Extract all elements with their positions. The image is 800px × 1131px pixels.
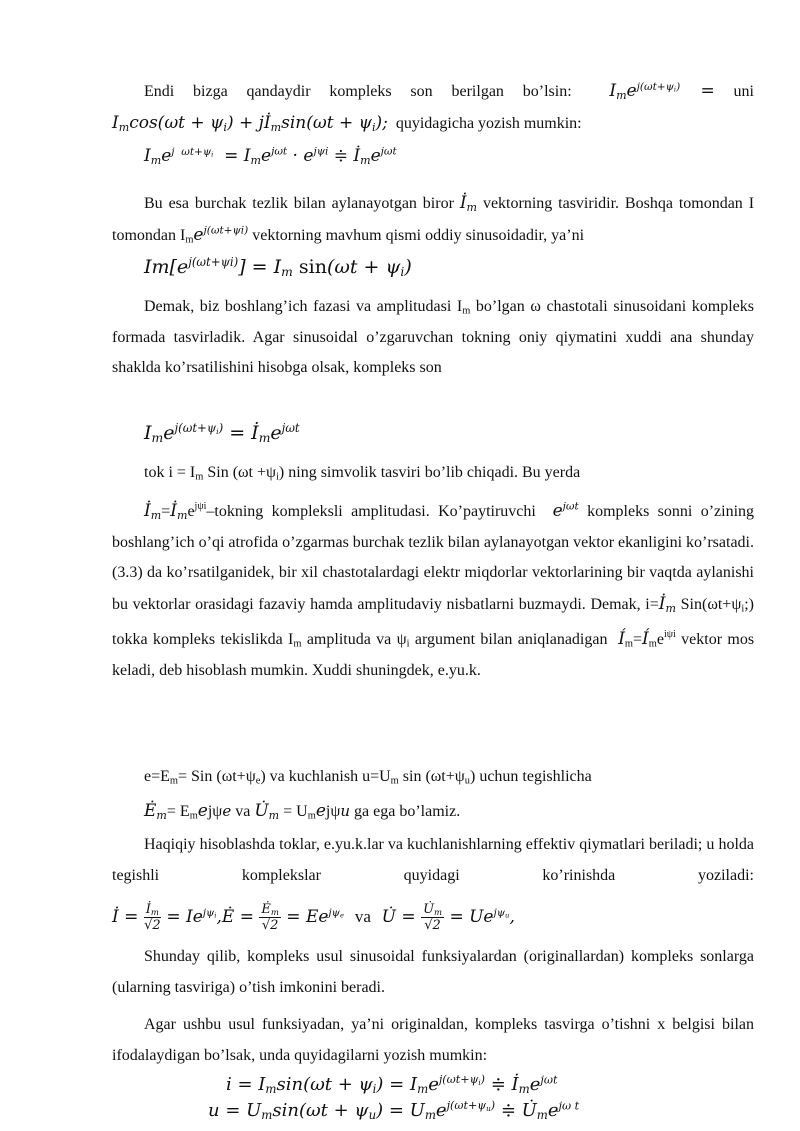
text: Haqiqiy hisoblashda toklar, e.yu.k.lar va kuchlanishlarning effektiv qiymatlari beriladi; u holda tegishli komplekslar quyidagi ko’rinishda yoziladi: <box>112 836 754 884</box>
text: = E <box>166 803 190 820</box>
text: kompleks sonni o’zining boshlang’ich o’qi atrofida o’zgarmas burchak tezlik bilan aylanayotgan vektor ekanligini ko’rsatadi. (3.3) da ko’rsatilganidek, bir xil chastotalardagi elektr miqdorlar vektorlarining bir vaqtda aylanishi bu vektorlar orasidagi fazaviy hamda amplitudaviy nisbatlarni buzmaydi. Demak, i= <box>112 503 755 613</box>
paragraph-10 <box>112 1010 754 1071</box>
equation-3: $I_me^{j(\omega t+\psi_i)}$ = $İ_me^{j\omega t}$ <box>144 420 300 446</box>
formula: $İ_m$ <box>144 501 162 522</box>
text: = U <box>283 803 308 820</box>
paragraph-7: $Ė_m= E_mej\psi e$ va $U̇_m = U_mej\psi u$ ga ega bo’lamiz. <box>144 801 461 822</box>
formula: $I_me^{j(\omega t+\psi_i)}$ = <box>609 80 715 102</box>
paragraph-3: Demak, biz boshlang’ich fazasi va amplitudasi $I_m$ bo’lgan ω chastotali sinusoidani kompleks formada tasvirladik. Agar sinusoidal o’zgaruvchan tokning oniy qiymatini xuddi ana shunday shaklda ko’rsatilishini hisobga olsak, kompleks son <box>112 298 755 377</box>
text: uni <box>733 83 754 100</box>
text: Shunday qilib, kompleks usul sinusoidal funksiyalardan (originallardan) kompleks sonlarga (ularning tasviriga) o’tish imkonini beradi. <box>112 948 754 996</box>
text: ) uchun tegishlicha <box>469 768 592 785</box>
text: ) ning simvolik tasviri bo’lib chiqadi. Bu yerda <box>278 464 581 481</box>
formula: $U̇_m$ <box>254 801 280 822</box>
text: e=E <box>144 768 170 785</box>
equation-1: $I_me^{j \omega t+\psi_i} = I_me^{j\omega t} \cdot e^{j\psi i}$ ≑ $İ_me^{j\omega t}$ <box>144 145 397 167</box>
text: Bu esa burchak tezlik bilan aylanayotgan biror <box>144 195 454 212</box>
equation-5: $i = I_m\sin(\omega t + \psi_i) = I_me^{j(\omega t+\psi_i)}$ ≑ $İ_me^{j\omega t}$ <box>226 1073 558 1096</box>
paragraph-1-line-2 <box>112 108 754 140</box>
paragraph-2-line-2: tomondan $I_me^{j(\omega t+\psi i)}$ vektorning mavhum qismi oddiy sinusoidadir, ya’ni <box>112 224 585 246</box>
equation-2: $Im[e^{j(\omega t+\psi i)}] = I_m$ $\sin(\omega t + \psi_i)$ <box>144 254 412 280</box>
formula: $I_m\cos(\omega t + \psi_i)$ + $jİ_m\sin(\omega t + \psi_i)$; <box>112 113 388 134</box>
text: Sin(ωt+ψ <box>680 595 742 613</box>
formula: $İ_m$ <box>459 193 478 214</box>
text: –tokning kompleksli amplitudasi. Ko’paytiruvchi <box>206 503 536 520</box>
text: ga ega bo’lamiz. <box>354 803 461 820</box>
text: quyidagicha yozish mumkin: <box>395 115 582 132</box>
formula: $İ_m$ <box>658 593 676 615</box>
text: vektorning tasviridir. Boshqa tomondan I <box>482 195 755 212</box>
text: amplituda va ψ <box>306 631 407 649</box>
text: Endi bizga qandaydir kompleks son berilgan bo’lsin: <box>144 83 572 100</box>
paragraph-5: $İ_m=İ_me^{j\psi i}$–tokning kompleksli amplitudasi. Ko’paytiruvchi $e^{j\omega t}$ kompleks sonni o’zining boshlang’ich o’qi atrofida o’zgarmas burchak tezlik bilan aylanayotgan vektor ekanligini ko’rsatadi. (3.3) da ko’rsatilganidek, bir xil chastotalardagi elektr miqdorlar vektorlarining bir vaqtda aylanishi bu vektorlar orasidagi fazaviy hamda amplitudaviy nisbatlarni buzmaydi. Demak, $i=İ_m$ $Sin(\omega t+\psi_i;)$ tokka kompleks tekislikda $I_m$ amplituda va $\psi_i$ argument bilan aniqlanadigan $Í_m=Í_me^{i\psi i}$ vektor mos keladi, deb hisoblash mumkin. Xuddi shuningdek, e.yu.k. <box>112 500 755 679</box>
text: bo’lgan ω chastotali sinusoidani kompleks formada tasvirladik. Agar sinusoidal o’zgaruvchan tokning oniy qiymatini xuddi ana shunday shaklda ko’rsatilishini hisobga olsak, kompleks son <box>112 298 755 377</box>
formula: $Ė_m$ <box>144 801 167 822</box>
text: argument bilan aniqlanadigan <box>414 631 608 649</box>
text: Demak, biz boshlang’ich fazasi va amplitudasi I <box>144 298 463 315</box>
paragraph-4: tok $i = I_m$ Sin $(\omega t +\psi_i)$ ning simvolik tasviri bo’lib chiqadi. Bu yerda <box>144 464 581 483</box>
formula: $e^{j(\omega t+\psi i)}$ <box>193 224 249 245</box>
text: Sin (ωt +ψ <box>207 464 277 481</box>
formula: $e^{j\omega t}$ <box>552 500 579 521</box>
text: vektor mos keladi, deb hisoblash mumkin. Xuddi shuningdek, e.yu.k. <box>112 631 755 679</box>
text: = Sin (ωt+ψ <box>178 768 256 785</box>
formula: Í <box>618 629 625 650</box>
text: tok i = I <box>144 464 196 481</box>
text: vektorning mavhum qismi oddiy sinusoidadir, ya’ni <box>252 227 585 244</box>
equation-4: İ = $\frac{İ_m}{√2}$ = $Ie^{j\psi_i},Ė$ = $\frac{Ė_m}{√2}$ = $Ee^{j\psi_e}$ va U̇ = $\frac{U̇_m}{√2}$ = $Ue^{j\psi_u}$, <box>112 902 515 933</box>
text: va <box>354 907 371 926</box>
text: va <box>235 803 251 820</box>
text: sin (ωt+ψ <box>402 768 465 785</box>
paragraph-6: $e=E_m=$ Sin $(\omega t+\psi_e)$ va kuchlanish $u=U_m$ $\sin (\omega t+\psi_u)$ uchun tegishlicha <box>144 768 592 787</box>
text: ;) tokka kompleks tekislikda I <box>112 595 755 649</box>
text: ) va kuchlanish u=U <box>260 768 391 785</box>
equation-6: $u = U_m\sin(\omega t + \psi_u) = U_me^{j(\omega t+\psi_u)}$ ≑ $U̇_me^{j\omega t}$ <box>208 1099 580 1122</box>
paragraph-9 <box>112 942 754 1003</box>
text: Agar ushbu usul funksiyadan, ya’ni originaldan, kompleks tasvirga o’tishni x belgisi bilan ifodalaydigan bo’lsak, unda quyidagilarni yozish mumkin: <box>112 1016 754 1064</box>
paragraph-1 <box>112 76 754 108</box>
paragraph-8 <box>112 830 754 891</box>
paragraph-2 <box>112 188 754 220</box>
